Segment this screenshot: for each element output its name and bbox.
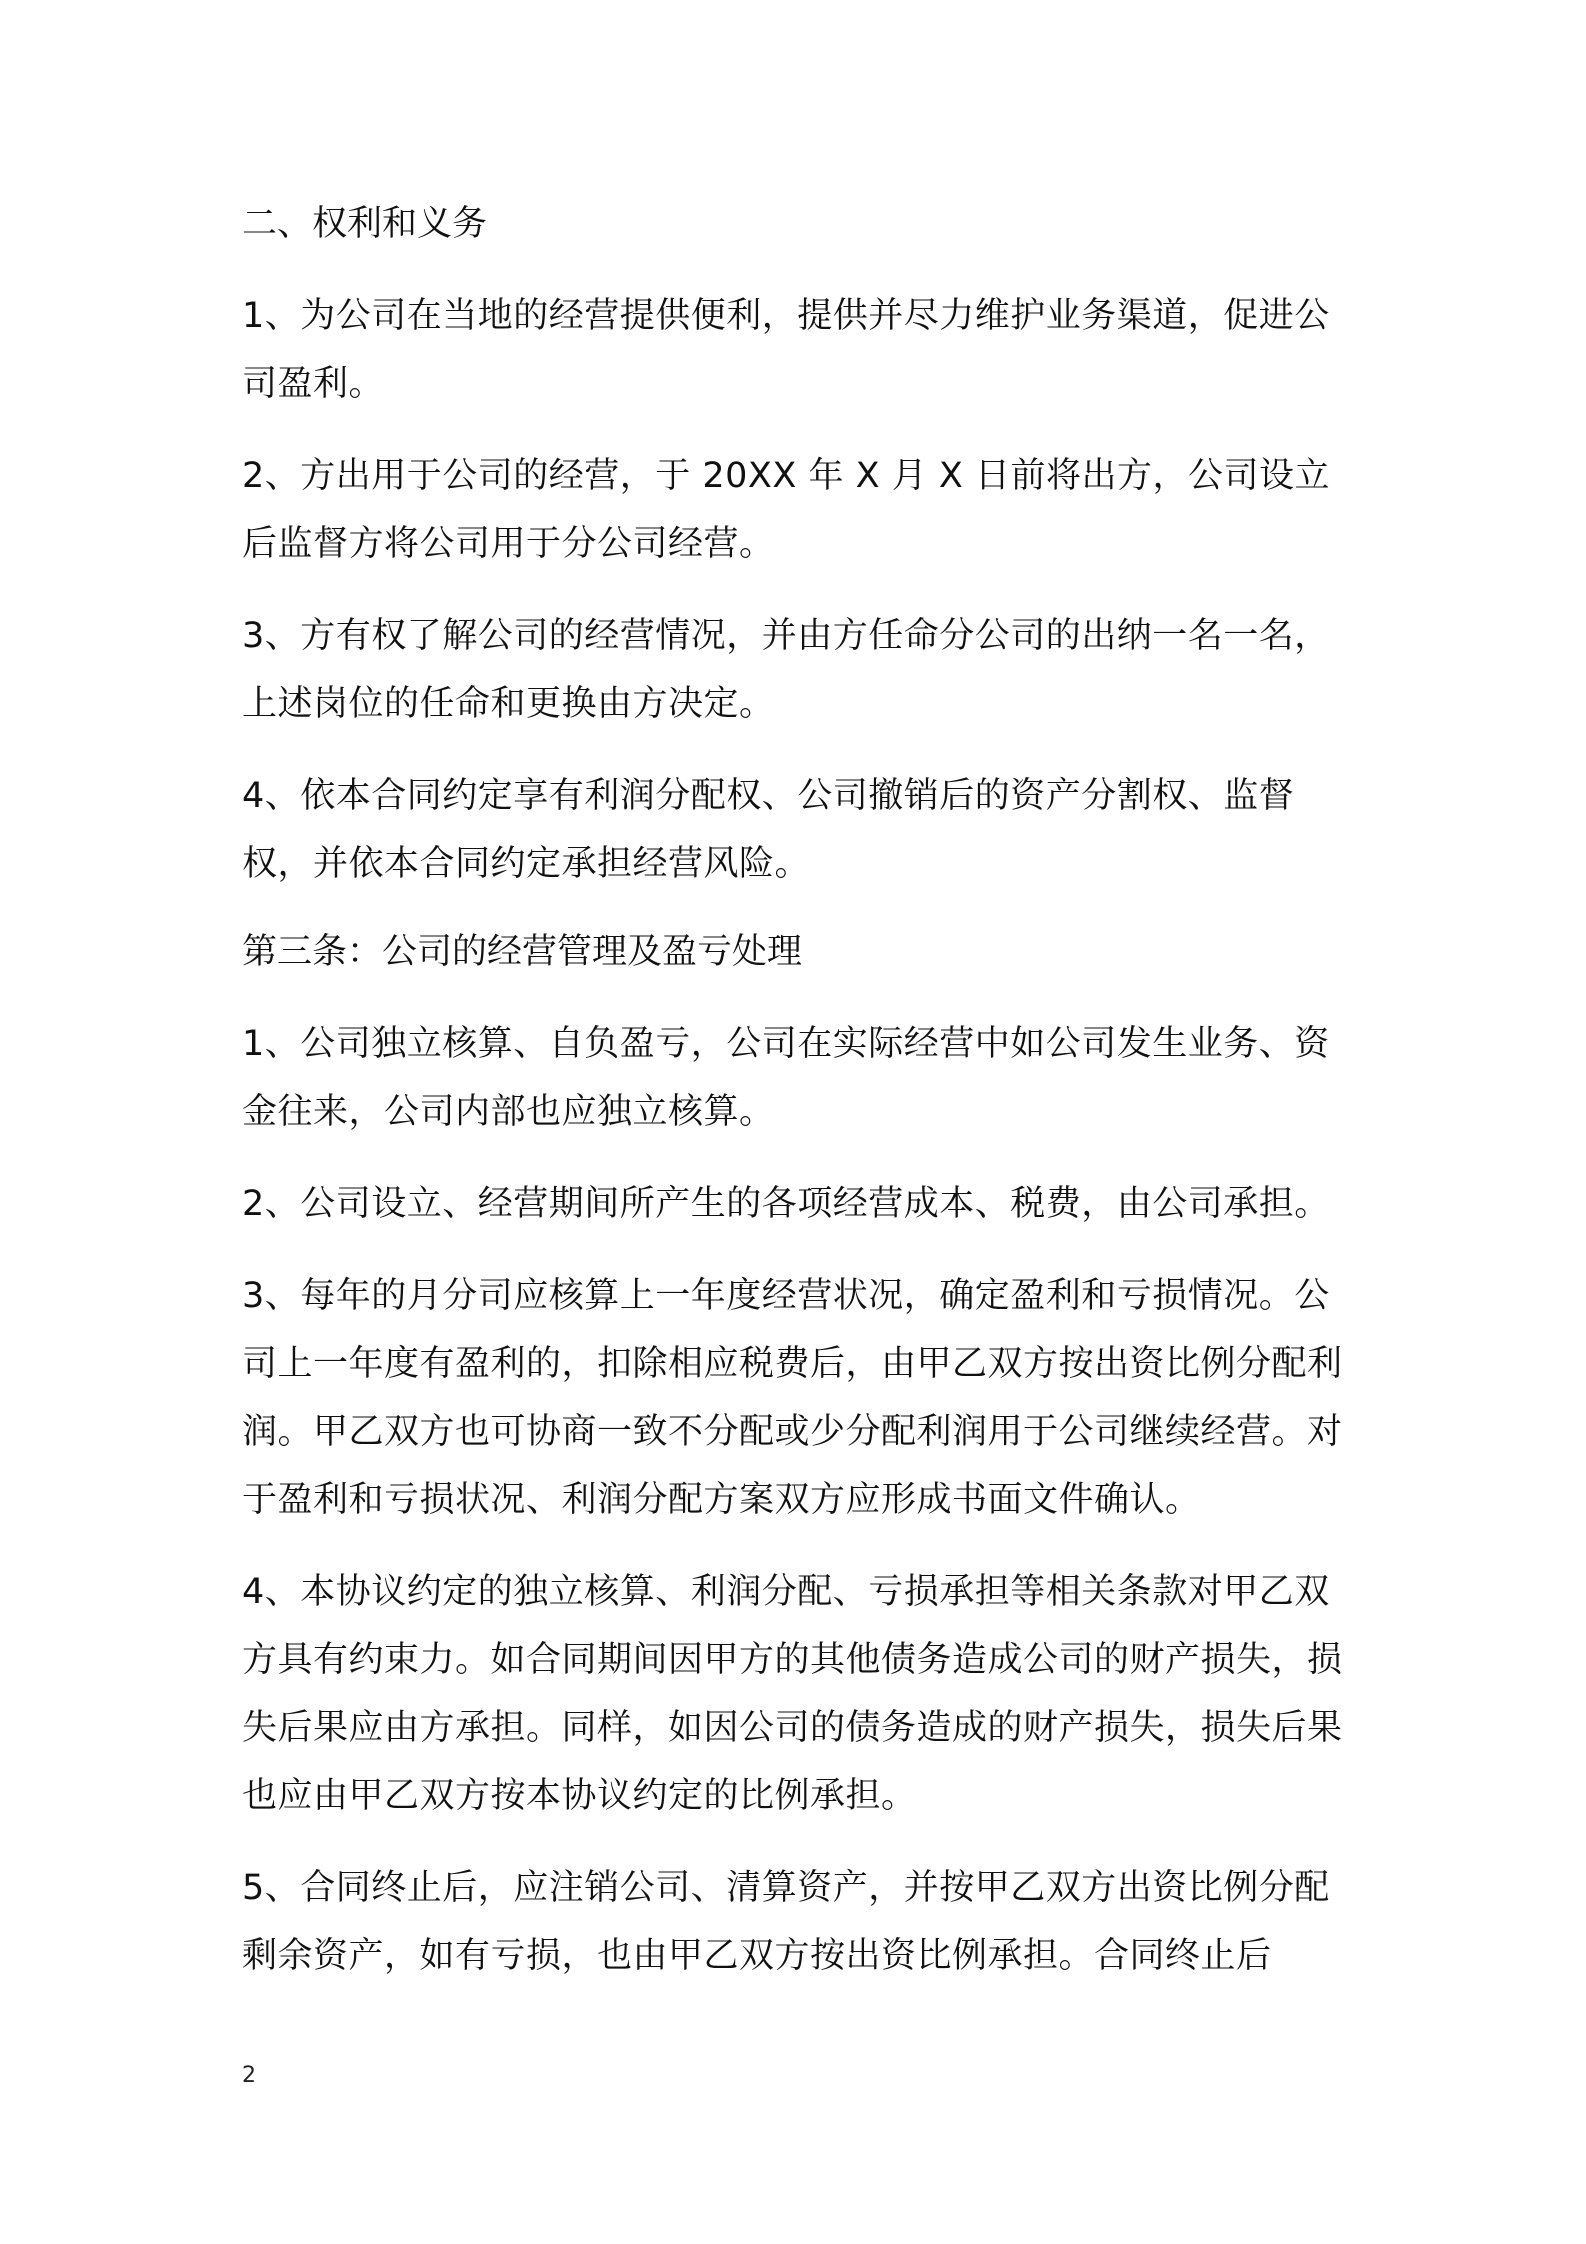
document-body [242, 190, 1352, 1990]
rights-item-3: 3、方有权了解公司的经营情况，并由方任命分公司的出纳一名一名，上述岗位的任命和更换由方决定。 [242, 616, 1330, 724]
management-item-5: 5、合同终止后，应注销公司、清算资产，并按甲乙双方出资比例分配剩余资产，如有亏损，也由甲乙双方按出资比例承担。合同终止后 [242, 1868, 1330, 1976]
management-item-3: 3、每年的月分司应核算上一年度经营状况，确定盈利和亏损情况。公司上一年度有盈利的，扣除相应税费后，由甲乙双方按出资比例分配利润。甲乙双方也可协商一致不分配或少分配利润用于公司继续经营。对于盈利和亏损状况、利润分配方案双方应形成书面文件确认。 [242, 1276, 1343, 1520]
management-item-1: 1、公司独立核算、自负盈亏，公司在实际经营中如公司发生业务、资金往来，公司内部也应独立核算。 [242, 1024, 1330, 1132]
rights-item-2: 2、方出用于公司的经营，于 20XX 年 X 月 X 日前将出方，公司设立后监督方将公司用于分公司经营。 [242, 456, 1330, 564]
rights-item-4: 4、依本合同约定享有利润分配权、公司撤销后的资产分割权、监督权，并依本合同约定承担经营风险。 [242, 776, 1295, 884]
rights-item-1: 1、为公司在当地的经营提供便利，提供并尽力维护业务渠道，促进公司盈利。 [242, 296, 1330, 404]
management-item-4: 4、本协议约定的独立核算、利润分配、亏损承担等相关条款对甲乙双方具有约束力。如合同期间因甲方的其他债务造成公司的财产损失，损失后果应由方承担。同样，如因公司的债务造成的财产损失，损失后果也应由甲乙双方按本协议约定的比例承担。 [242, 1572, 1343, 1816]
section-heading: 二、权利和义务 [242, 204, 488, 244]
management-item-2: 2、公司设立、经营期间所产生的各项经营成本、税费，由公司承担。 [242, 1184, 1330, 1224]
page-number: 2 [242, 2063, 256, 2088]
article-heading: 第三条：公司的经营管理及盈亏处理 [242, 932, 803, 972]
